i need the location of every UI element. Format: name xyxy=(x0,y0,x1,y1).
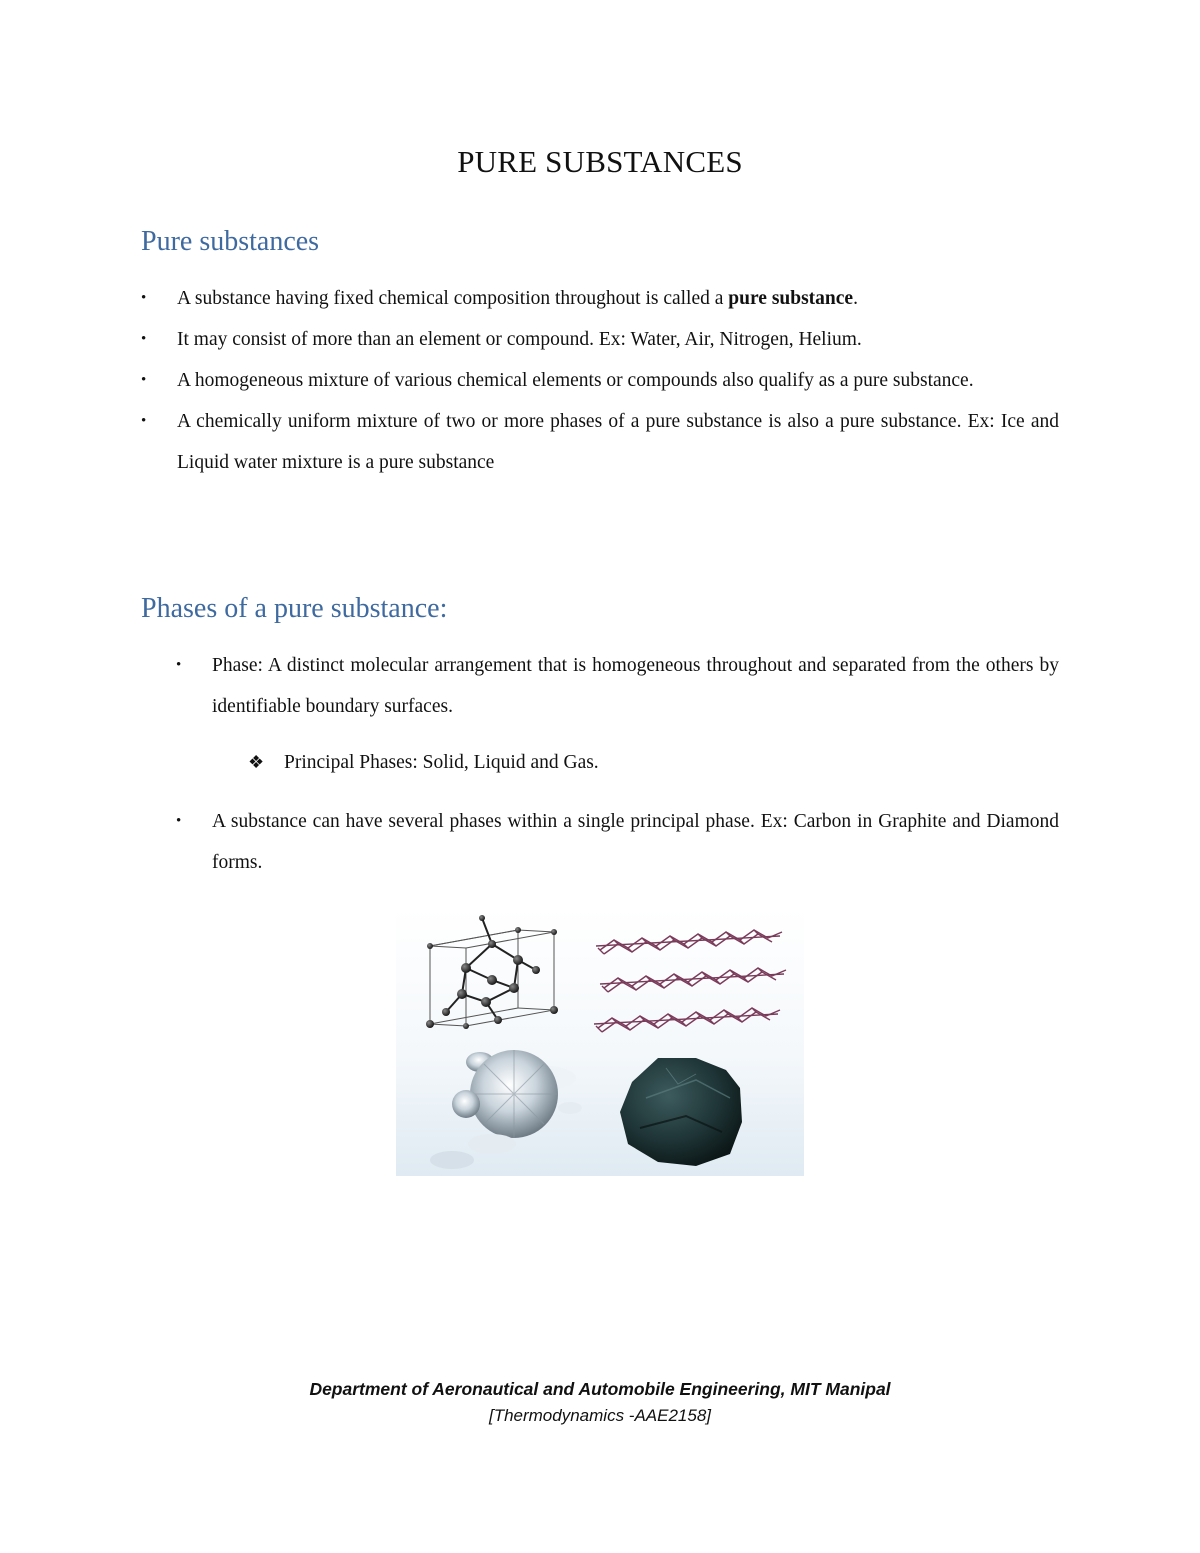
section-heading-pure-substances: Pure substances xyxy=(141,226,320,257)
bullet-icon: • xyxy=(141,372,147,388)
bold-term: pure substance xyxy=(728,288,854,309)
bullet-icon: • xyxy=(141,413,147,429)
pure-substances-list xyxy=(141,278,1059,483)
list-item xyxy=(141,319,1059,360)
carbon-allotropes-image xyxy=(396,908,804,1176)
list-item xyxy=(141,278,1059,319)
four-diamond-bullet-icon: ❖ xyxy=(248,752,265,772)
list-item-text: Phase: A distinct molecular arrangement that is homogeneous throughout and separated from the others by identifiable boundary surfaces. xyxy=(212,655,1059,717)
list-item-text: A substance can have several phases within a single principal phase. Ex: Carbon in Graphite and Diamond forms. xyxy=(212,811,1059,873)
sub-list-item-text: Principal Phases: Solid, Liquid and Gas. xyxy=(284,752,599,773)
list-item xyxy=(141,360,1059,401)
list-item xyxy=(176,801,1059,883)
list-item-text: A homogeneous mixture of various chemical elements or compounds also qualify as a pure substance. xyxy=(177,370,974,391)
section-heading-phases: Phases of a pure substance: xyxy=(141,593,448,624)
carbon-allotropes-figure xyxy=(396,908,804,1176)
footer-course: [Thermodynamics -AAE2158] xyxy=(488,1406,712,1425)
page-title: PURE SUBSTANCES xyxy=(457,144,743,179)
sub-list-item xyxy=(248,742,1059,783)
bullet-icon: • xyxy=(141,331,147,347)
bullet-icon: • xyxy=(141,290,147,306)
list-item-text: A chemically uniform mixture of two or more phases of a pure substance is also a pure substance. Ex: Ice and Liquid water mixture is a pure substance xyxy=(177,411,1059,473)
list-item-text-end: . xyxy=(853,288,858,309)
list-item-text: A substance having fixed chemical composition throughout is called a xyxy=(177,288,729,309)
phases-list xyxy=(176,645,1059,883)
bullet-icon: • xyxy=(176,813,182,829)
list-item-text: It may consist of more than an element or compound. Ex: Water, Air, Nitrogen, Helium. xyxy=(177,329,862,350)
list-item xyxy=(176,645,1059,783)
footer-department: Department of Aeronautical and Automobile Engineering, MIT Manipal xyxy=(309,1379,891,1399)
bullet-icon: • xyxy=(176,657,182,673)
list-item xyxy=(141,401,1059,483)
